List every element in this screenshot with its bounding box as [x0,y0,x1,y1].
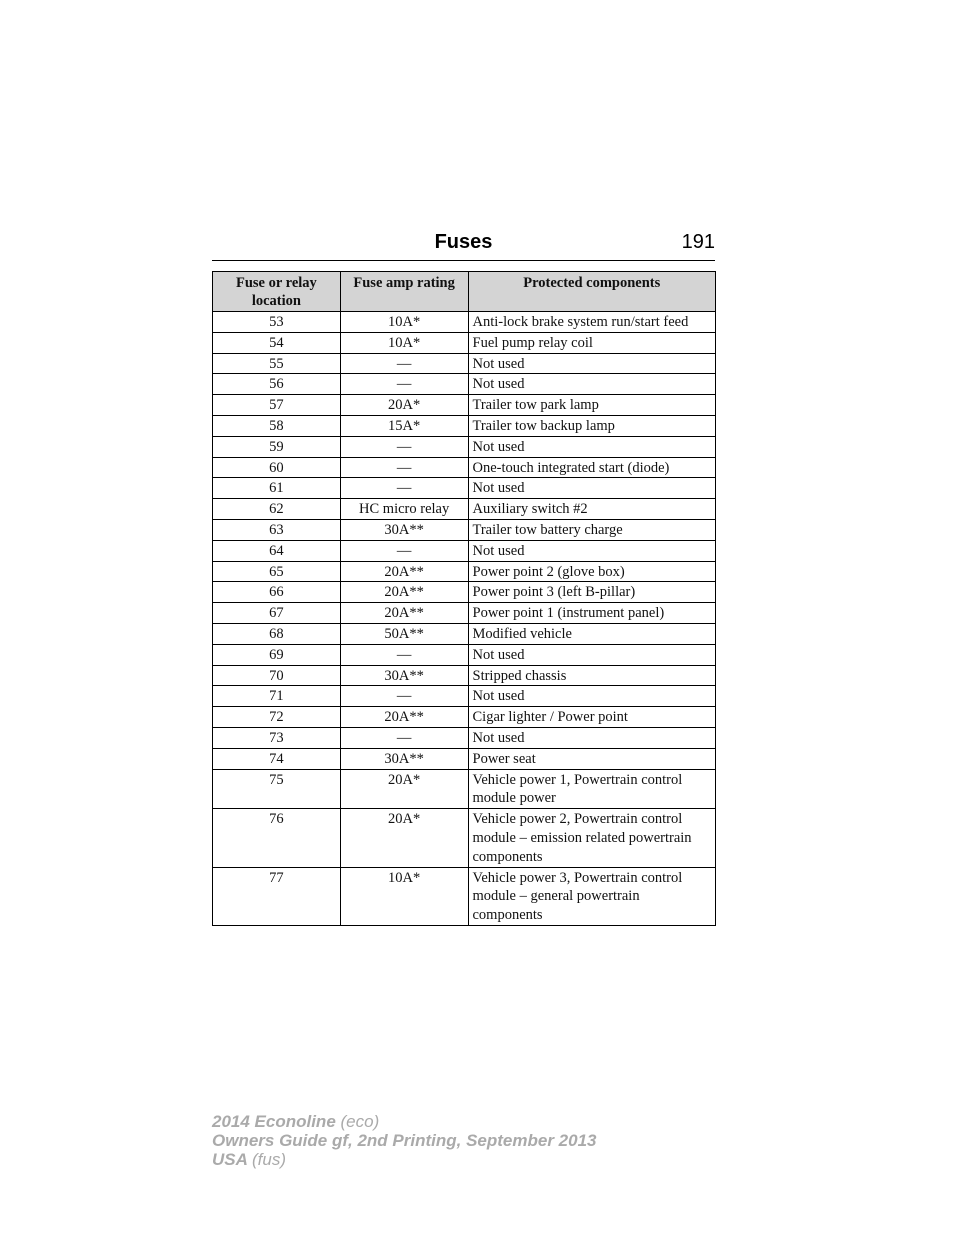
cell-rating: 20A** [340,603,468,624]
cell-component: Not used [468,436,716,457]
table-row [213,809,716,867]
cell-rating: 50A** [340,623,468,644]
table-row [213,499,716,520]
cell-location: 55 [213,353,341,374]
footer-market: USA [212,1150,248,1169]
table-row [213,623,716,644]
cell-location: 59 [213,436,341,457]
page-number: 191 [681,231,715,253]
cell-location: 68 [213,623,341,644]
table-row [213,312,716,333]
cell-location: 53 [213,312,341,333]
table-row [213,436,716,457]
cell-component: Anti-lock brake system run/start feed [468,312,716,333]
table-row [213,603,716,624]
footer-model-code: (eco) [340,1112,380,1131]
cell-rating: — [340,353,468,374]
cell-rating: 20A** [340,561,468,582]
footer-market-code: (fus) [252,1150,286,1169]
cell-rating: — [340,374,468,395]
cell-component: Vehicle power 3, Powertrain control module – general powertrain components [468,867,716,925]
cell-location: 60 [213,457,341,478]
cell-component: Power point 1 (instrument panel) [468,603,716,624]
cell-component: Power point 2 (glove box) [468,561,716,582]
cell-location: 70 [213,665,341,686]
table-row [213,686,716,707]
cell-location: 67 [213,603,341,624]
cell-rating: 30A** [340,519,468,540]
table-row [213,727,716,748]
table-row [213,415,716,436]
cell-component: Stripped chassis [468,665,716,686]
cell-rating: 20A* [340,395,468,416]
cell-component: Not used [468,353,716,374]
table-row [213,457,716,478]
table-row [213,707,716,728]
column-header-components: Protected components [468,272,716,312]
cell-component: Auxiliary switch #2 [468,499,716,520]
page-footer [212,1112,596,1169]
cell-rating: — [340,478,468,499]
cell-rating: 15A* [340,415,468,436]
cell-location: 57 [213,395,341,416]
cell-component: Not used [468,727,716,748]
cell-component: Vehicle power 2, Powertrain control module – emission related powertrain components [468,809,716,867]
table-row [213,332,716,353]
cell-location: 56 [213,374,341,395]
cell-rating: 30A** [340,748,468,769]
cell-location: 61 [213,478,341,499]
table-row [213,561,716,582]
column-header-rating: Fuse amp rating [340,272,468,312]
cell-location: 69 [213,644,341,665]
cell-location: 75 [213,769,341,809]
table-row [213,644,716,665]
cell-rating: — [340,727,468,748]
cell-component: Not used [468,374,716,395]
cell-location: 54 [213,332,341,353]
footer-line-3 [212,1150,596,1169]
cell-component: Trailer tow backup lamp [468,415,716,436]
table-header-row [213,272,716,312]
cell-rating: 20A** [340,582,468,603]
cell-component: Not used [468,686,716,707]
cell-component: Vehicle power 1, Powertrain control module power [468,769,716,809]
section-title: Fuses [434,231,493,253]
cell-rating: 10A* [340,332,468,353]
cell-rating: — [340,540,468,561]
table-row [213,748,716,769]
cell-component: Modified vehicle [468,623,716,644]
cell-location: 74 [213,748,341,769]
cell-rating: 30A** [340,665,468,686]
table-row [213,353,716,374]
footer-line-2: Owners Guide gf, 2nd Printing, September 2013 [212,1131,597,1150]
cell-rating: — [340,644,468,665]
table-row [213,769,716,809]
cell-rating: 20A** [340,707,468,728]
table-body [213,312,716,926]
cell-component: Not used [468,478,716,499]
cell-location: 72 [213,707,341,728]
table-row [213,540,716,561]
cell-rating: 20A* [340,769,468,809]
cell-rating: 10A* [340,867,468,925]
cell-component: One-touch integrated start (diode) [468,457,716,478]
cell-component: Not used [468,644,716,665]
cell-location: 66 [213,582,341,603]
table-row [213,478,716,499]
column-header-location: Fuse or relay location [213,272,341,312]
page-header [212,229,715,261]
cell-location: 62 [213,499,341,520]
cell-component: Not used [468,540,716,561]
cell-component: Trailer tow battery charge [468,519,716,540]
cell-component: Trailer tow park lamp [468,395,716,416]
cell-location: 63 [213,519,341,540]
cell-location: 77 [213,867,341,925]
cell-location: 58 [213,415,341,436]
cell-rating: 10A* [340,312,468,333]
cell-location: 64 [213,540,341,561]
cell-rating: 20A* [340,809,468,867]
cell-location: 73 [213,727,341,748]
cell-component: Cigar lighter / Power point [468,707,716,728]
cell-rating: — [340,436,468,457]
footer-line-1 [212,1112,596,1131]
table-row [213,665,716,686]
cell-rating: — [340,457,468,478]
table-row [213,395,716,416]
cell-component: Power seat [468,748,716,769]
cell-location: 76 [213,809,341,867]
table-row [213,582,716,603]
cell-location: 65 [213,561,341,582]
table-row [213,374,716,395]
cell-rating: — [340,686,468,707]
table-row [213,519,716,540]
cell-component: Fuel pump relay coil [468,332,716,353]
cell-component: Power point 3 (left B-pillar) [468,582,716,603]
table-row [213,867,716,925]
cell-rating: HC micro relay [340,499,468,520]
cell-location: 71 [213,686,341,707]
footer-model: 2014 Econoline [212,1112,336,1131]
fuse-table [212,271,716,926]
